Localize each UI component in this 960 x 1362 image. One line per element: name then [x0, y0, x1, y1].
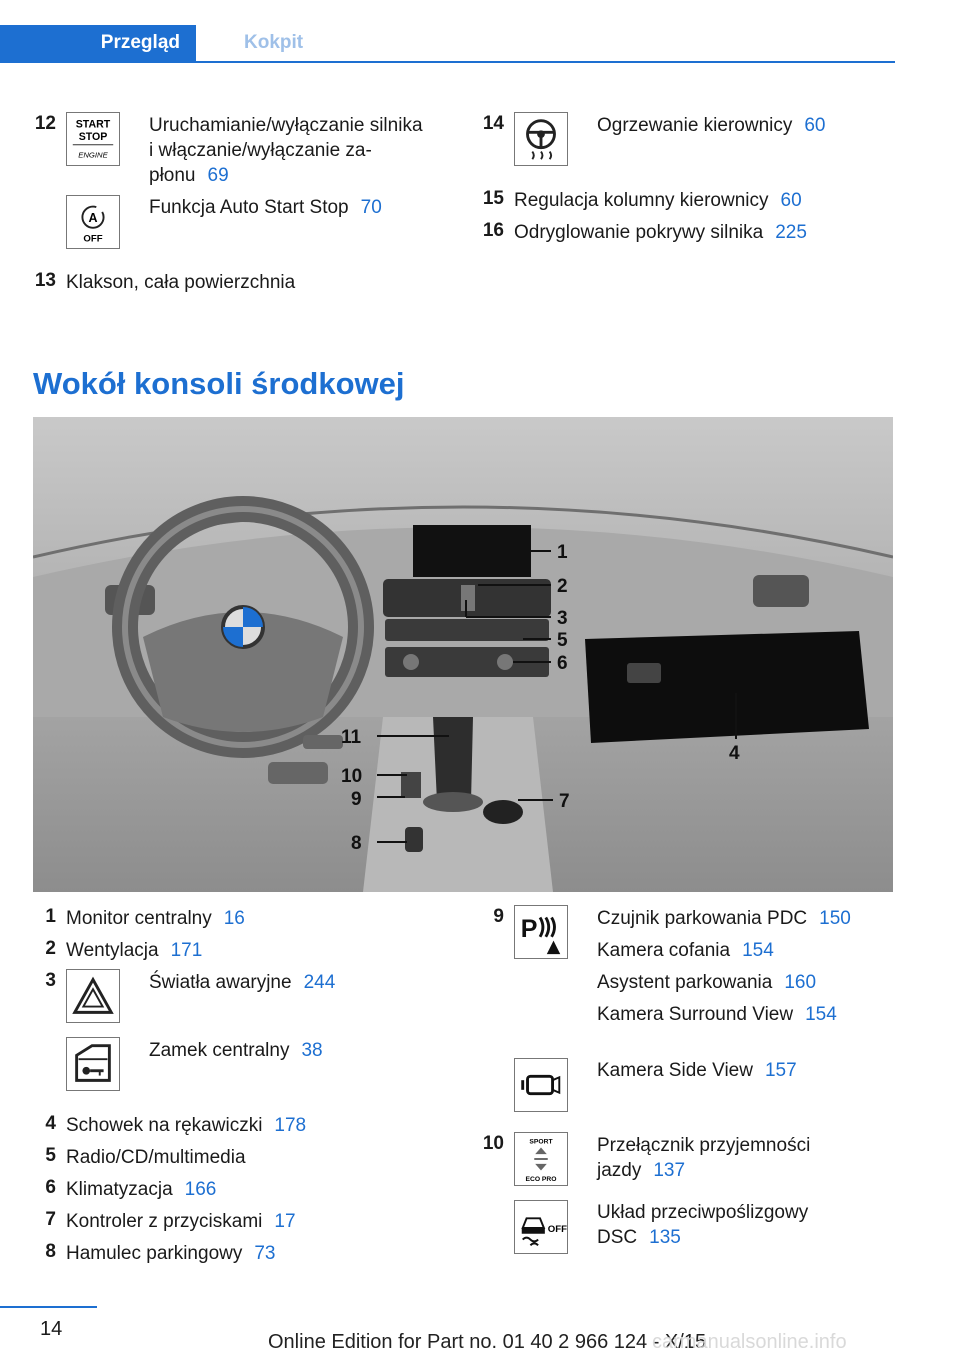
- page-link[interactable]: 178: [274, 1115, 307, 1136]
- item-5-description: Radio/CD/multimedia: [66, 1147, 246, 1168]
- item-number: 15: [482, 188, 504, 209]
- item-16-description: Odryglowanie pokrywy silnika 225: [514, 222, 807, 243]
- page-link[interactable]: 17: [274, 1211, 296, 1232]
- page-link[interactable]: 135: [649, 1227, 681, 1248]
- central-lock-icon: [66, 1037, 120, 1091]
- dsc-description: Układ przeciwpoślizgowy DSC 135: [597, 1202, 809, 1248]
- callout-10: 10: [341, 766, 363, 787]
- callout-7: 7: [559, 791, 570, 812]
- steering-wheel-heating-icon: [514, 112, 568, 166]
- item-number: 4: [45, 1113, 56, 1134]
- item-8-description: Hamulec parkingowy 73: [66, 1243, 276, 1264]
- item-2-description: Wentylacja 171: [66, 940, 203, 961]
- svg-text:P: P: [520, 914, 538, 943]
- item-number: 1: [45, 906, 56, 927]
- side-view-description: Kamera Side View 157: [597, 1060, 797, 1081]
- page-link[interactable]: 154: [805, 1004, 837, 1025]
- page-link[interactable]: 60: [804, 115, 826, 136]
- watermark: carmanualsonline.info: [652, 1331, 847, 1353]
- item-10-description: Przełącznik przyjemności jazdy 137: [597, 1135, 811, 1181]
- item-1-description: Monitor centralny 16: [66, 908, 245, 929]
- item-number: 10: [482, 1133, 504, 1154]
- callout-5: 5: [557, 630, 568, 651]
- driving-dynamics-switch-icon: [514, 1132, 568, 1186]
- dsc-off-icon: [514, 1200, 568, 1254]
- page-link[interactable]: 60: [780, 190, 802, 211]
- item-6-description: Klimatyzacja 166: [66, 1179, 217, 1200]
- item-number: 16: [482, 220, 504, 241]
- callout-2: 2: [557, 576, 568, 597]
- item-14-description: Ogrzewanie kierownicy 60: [597, 115, 826, 136]
- page-link[interactable]: 166: [184, 1179, 217, 1200]
- svg-text:SPORT: SPORT: [529, 1138, 553, 1146]
- page-number: 14: [40, 1318, 63, 1340]
- page-link[interactable]: 73: [254, 1243, 276, 1264]
- item-number: 14: [482, 113, 504, 134]
- footer-edition: Online Edition for Part no. 01 40 2 966 124 - X/15: [268, 1331, 707, 1353]
- callout-11: 11: [341, 727, 362, 748]
- svg-text:OFF: OFF: [83, 233, 103, 245]
- page-link[interactable]: 69: [207, 165, 229, 186]
- item-15-description: Regulacja kolumny kierownicy 60: [514, 190, 802, 211]
- tab-przeglad[interactable]: Przegląd: [0, 25, 196, 61]
- svg-text:START: START: [75, 118, 111, 131]
- side-view-camera-icon: [514, 1058, 568, 1112]
- svg-text:ENGINE: ENGINE: [78, 150, 108, 160]
- item-9-description: Czujnik parkowania PDC 150 Kamera cofania 154 Asystent parkowania 160 Kamera Surround View 154: [597, 908, 851, 1025]
- page-link[interactable]: 171: [170, 940, 203, 961]
- tab-kokpit[interactable]: Kokpit: [244, 32, 304, 53]
- tab-bar: [0, 25, 895, 63]
- page-link[interactable]: 154: [742, 940, 774, 961]
- item-12b-description: Funkcja Auto Start Stop 70: [149, 197, 382, 218]
- callout-9: 9: [351, 789, 362, 810]
- item-13-description: Klakson, cała powierzchnia: [66, 272, 296, 293]
- page-link[interactable]: 157: [764, 1060, 797, 1081]
- hazard-warning-icon: [66, 969, 120, 1023]
- page-link[interactable]: 70: [360, 197, 382, 218]
- item-3-description: Światła awaryjne 244: [149, 972, 336, 993]
- item-number: 13: [34, 270, 56, 291]
- item-number: 5: [45, 1145, 56, 1166]
- page-link[interactable]: 38: [301, 1040, 323, 1061]
- item-4-description: Schowek na rękawiczki 178: [66, 1115, 307, 1136]
- auto-start-stop-off-icon: [66, 195, 120, 249]
- item-12-description: Uruchamianie/wyłączanie silnika i włączanie/wyłączanie za- płonu 69: [149, 115, 423, 186]
- page-link[interactable]: 150: [819, 908, 851, 929]
- park-distance-control-icon: [514, 905, 568, 959]
- svg-text:OFF: OFF: [547, 1223, 567, 1235]
- callout-8: 8: [351, 833, 362, 854]
- item-number: 2: [45, 938, 56, 959]
- page-divider: [0, 1306, 97, 1308]
- item-number: 6: [45, 1177, 56, 1198]
- item-7-description: Kontroler z przyciskami 17: [66, 1211, 296, 1232]
- callout-1: 1: [557, 542, 568, 563]
- page-link[interactable]: 160: [784, 972, 817, 993]
- page-link[interactable]: 16: [223, 908, 245, 929]
- item-number: 9: [493, 906, 504, 927]
- central-lock-description: Zamek centralny 38: [149, 1040, 323, 1061]
- item-number: 7: [45, 1209, 56, 1230]
- item-number: 8: [45, 1241, 56, 1262]
- svg-text:STOP: STOP: [78, 130, 108, 143]
- svg-text:A: A: [88, 211, 98, 225]
- callout-3: 3: [557, 608, 568, 629]
- callout-4: 4: [729, 743, 740, 764]
- center-console-illustration: [33, 417, 893, 892]
- item-number: 3: [45, 970, 56, 991]
- svg-text:ECO PRO: ECO PRO: [525, 1176, 557, 1184]
- callout-6: 6: [557, 653, 568, 674]
- page-link[interactable]: 137: [653, 1160, 686, 1181]
- page-link[interactable]: 244: [303, 972, 336, 993]
- page-link[interactable]: 225: [775, 222, 807, 243]
- section-heading: Wokół konsoli środkowej: [33, 366, 405, 401]
- start-stop-engine-icon: [66, 112, 120, 166]
- item-number: 12: [34, 113, 56, 134]
